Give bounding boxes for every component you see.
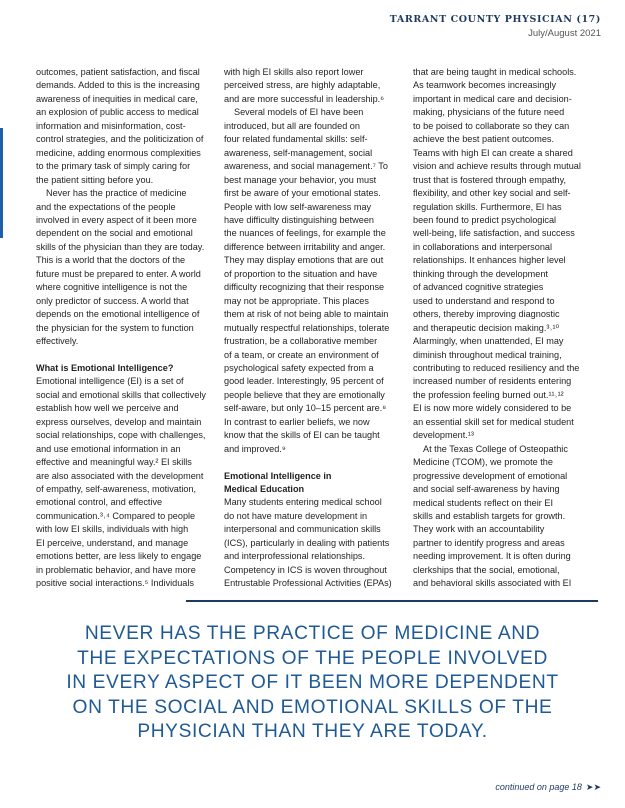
text-line: As teamwork becomes increasingly [413, 80, 557, 91]
side-accent-bar [0, 128, 3, 238]
text-line: making, physicians of the future need [413, 107, 565, 118]
line-spacer [224, 456, 398, 469]
text-line: (ICS), particularly in dealing with patients [224, 537, 390, 548]
magazine-title: TARRANT COUNTY PHYSICIAN (17) [389, 14, 601, 25]
text-line: skills of the physician than they are today. [36, 241, 205, 252]
text-line: outcomes, patient satisfaction, and fiscal [36, 67, 200, 77]
text-line: Teams with high EI can create a shared [413, 147, 573, 158]
text-line: psychological safety expected from a [224, 362, 374, 373]
text-line: perceived stress, are highly adaptable, [224, 80, 381, 91]
text-line: future must be prepared to enter. A world [36, 268, 201, 279]
text-line: been found to predict psychological [413, 214, 557, 225]
text-line: They work with an accountability [413, 524, 545, 535]
text-line: skills and establish targets for growth. [413, 510, 566, 521]
text-line: of a team, or create an environment of [224, 349, 379, 360]
text-line: Medicine (TCOM), we promote the [413, 457, 553, 468]
text-line: of proportion to the situation and have [224, 268, 378, 279]
text-line: where cognitive intelligence is not the [36, 282, 188, 293]
text-line: and behavioral skills associated with EI [413, 578, 572, 589]
text-line: people believe that they are emotionally [224, 389, 385, 400]
text-line: EI perceive, understand, and manage [36, 537, 189, 548]
text-line: to be poised to collaborate so they can [413, 120, 570, 131]
text-line: and therapeutic decision making.³˒¹⁰ [413, 322, 560, 333]
text-line: others, thereby improving diagnostic [413, 309, 560, 320]
text-line: the nuances of feelings, for example the [224, 228, 386, 239]
text-line: trust that is fostered through empathy, [413, 174, 567, 185]
text-line: diminish throughout medical training, [413, 349, 562, 360]
text-line: medical students reflect on their EI [413, 497, 553, 508]
text-line: awareness of inequities in medical care, [36, 93, 198, 104]
text-line: awareness, and social management.⁷ To [224, 161, 388, 172]
text-line: first be aware of your emotional states. [224, 188, 381, 199]
text-line: relationships. It enhances higher level [413, 255, 566, 266]
text-line: Several models of EI have been [234, 107, 364, 118]
text-line: progressive development of emotional [413, 470, 568, 481]
pull-quote-line: PHYSICIAN THAN THEY ARE TODAY. [137, 721, 488, 743]
text-line: in problematic behavior, and have more [36, 564, 196, 575]
text-line: Many students entering medical school [224, 497, 382, 508]
text-line: know that the skills of EI can be taught [224, 430, 380, 441]
text-line: thinking through the development [413, 268, 548, 279]
text-line: In contrast to earlier beliefs, we now [224, 416, 370, 427]
text-line: and are more successful in leadership.⁶ [224, 93, 384, 104]
text-line: depends on the emotional intelligence of [36, 309, 200, 320]
text-line: do not have mature development in [224, 510, 368, 521]
text-line: control strategies, and the politicization of [36, 134, 204, 145]
text-line: that are being taught in medical schools. [413, 67, 577, 77]
text-line: emotions better, are less likely to engage [36, 551, 202, 562]
double-arrow-icon: ➤➤ [585, 782, 601, 792]
text-line: difference between irritability and anger. [224, 241, 386, 252]
text-line: social and emotional skills that collectively [36, 389, 206, 400]
text-line: Competency in ICS is woven throughout [224, 564, 387, 575]
text-line: involved in every aspect of it been more [36, 214, 197, 225]
text-line: them at risk of not being able to maintain [224, 309, 389, 320]
text-line: contributing to reduced resiliency and the [413, 362, 580, 373]
text-line: increased number of residents entering [413, 376, 572, 387]
article-column-2 [224, 66, 398, 591]
text-line: partner to identify progress and areas [413, 537, 565, 548]
section-heading: What is Emotional Intelligence? [36, 362, 174, 373]
text-line: communication.³˒⁴ Compared to people [36, 510, 196, 521]
text-line: an essential skill set for medical student [413, 416, 574, 427]
text-line: development.¹³ [413, 430, 474, 441]
text-line: with high EI skills also report lower [224, 67, 364, 77]
continued-text: continued on page 18 [495, 782, 582, 792]
text-line: important in medical care and decision- [413, 93, 572, 104]
text-line: are also associated with the development [36, 470, 204, 481]
text-line: flexibility, and other key social and self- [413, 188, 571, 199]
pull-quote-line: ON THE SOCIAL AND EMOTIONAL SKILLS OF THE [72, 696, 553, 718]
text-line: the profession feeling burned out.¹¹˒¹² [413, 389, 564, 400]
pull-quote-line: NEVER HAS THE PRACTICE OF MEDICINE AND [84, 623, 541, 644]
text-line: in collaborations and interpersonal [413, 241, 552, 252]
text-line: and improved.⁹ [224, 443, 286, 454]
text-line: regulation skills. Furthermore, EI has [413, 201, 562, 212]
text-line: to the primary task of simply caring for [36, 161, 191, 172]
section-heading: Emotional Intelligence in [224, 470, 332, 481]
section-heading: Medical Education [224, 484, 305, 495]
text-line: the physician for the system to function [36, 322, 194, 333]
text-line: and social self-awareness by having [413, 484, 560, 495]
text-line: an explosion of public access to medical [36, 107, 199, 118]
page-header [390, 14, 601, 39]
text-line: of advanced cognitive strategies [413, 282, 544, 293]
text-line: medicine, adding enormous complexities [36, 147, 201, 158]
text-line: with low EI skills, individuals with high [36, 524, 189, 535]
text-line: Never has the practice of medicine [46, 188, 187, 199]
text-line: and the expectations of the people [36, 201, 176, 212]
text-line: demands. Added to this is the increasing [36, 80, 200, 91]
text-line: four related fundamental skills: self- [224, 134, 368, 145]
text-line: express ourselves, develop and maintain [36, 416, 202, 427]
text-line: mutually respectful relationships, tolerate [224, 322, 390, 333]
text-line: have difficulty distinguishing between [224, 214, 374, 225]
text-line: Emotional intelligence (EI) is a set of [36, 376, 184, 387]
text-line: the patient sitting before you. [36, 174, 154, 185]
text-line: difficulty recognizing that their response [224, 282, 385, 293]
text-line: best manage your behavior, you must [224, 174, 377, 185]
pull-quote-line: THE EXPECTATIONS OF THE PEOPLE INVOLVED [77, 647, 548, 669]
text-line: frustration, be a collaborative member [224, 336, 378, 347]
text-line: This is a world that the doctors of the [36, 255, 186, 266]
text-line: information and misinformation, cost- [36, 120, 186, 131]
text-line: Entrustable Professional Activities (EPAs) [224, 578, 392, 589]
text-line: social relationships, cope with challenges, [36, 430, 206, 441]
pullquote-rule [186, 600, 598, 602]
article-column-3 [413, 66, 587, 591]
text-line: needing improvement. It is often during [413, 551, 571, 562]
text-line: EI is now more widely considered to be [413, 403, 572, 414]
text-line: of empathy, self-awareness, motivation, [36, 484, 197, 495]
text-line: and interprofessional relationships. [224, 551, 366, 562]
text-line: interpersonal and communication skills [224, 524, 381, 535]
text-line: emotional control, and effective [36, 497, 163, 508]
text-line: achieve the best patient outcomes. [413, 134, 555, 145]
text-line: dependent on the social and emotional [36, 228, 193, 239]
pull-quote-line: IN EVERY ASPECT OF IT BEEN MORE DEPENDENT [66, 672, 559, 694]
text-line: People with low self-awareness may [224, 201, 372, 212]
text-line: introduced, but all are founded on [224, 120, 360, 131]
text-line: positive social interactions.⁵ Individuals [36, 578, 194, 589]
text-line: effectively. [36, 336, 79, 347]
text-line: effective and meaningful way.² EI skills [36, 457, 192, 468]
text-line: At the Texas College of Osteopathic [423, 443, 568, 454]
text-line: may not be appropriate. This places [224, 295, 369, 306]
text-line: used to understand and respond to [413, 295, 555, 306]
text-line: establish how well we perceive and [36, 403, 179, 414]
pull-quote [24, 622, 601, 745]
text-line: clerkships that the social, emotional, [413, 564, 560, 575]
continued-link[interactable] [495, 782, 601, 793]
text-line: vision and achieve results through mutual [413, 161, 581, 172]
text-line: and use emotional information in an [36, 443, 181, 454]
line-spacer [36, 349, 210, 362]
text-line: good leader. Interestingly, 95 percent of [224, 376, 384, 387]
article-column-1 [36, 66, 210, 591]
text-line: well-being, life satisfaction, and success [413, 228, 575, 239]
text-line: They may display emotions that are out [224, 255, 384, 266]
text-line: self-aware, but only 10–15 percent are.⁸ [224, 403, 387, 414]
text-line: Alarmingly, when unattended, EI may [413, 336, 564, 347]
text-line: only predictor of success. A world that [36, 295, 189, 306]
issue-date: July/August 2021 [528, 28, 601, 39]
text-line: awareness, self-management, social [224, 147, 373, 158]
